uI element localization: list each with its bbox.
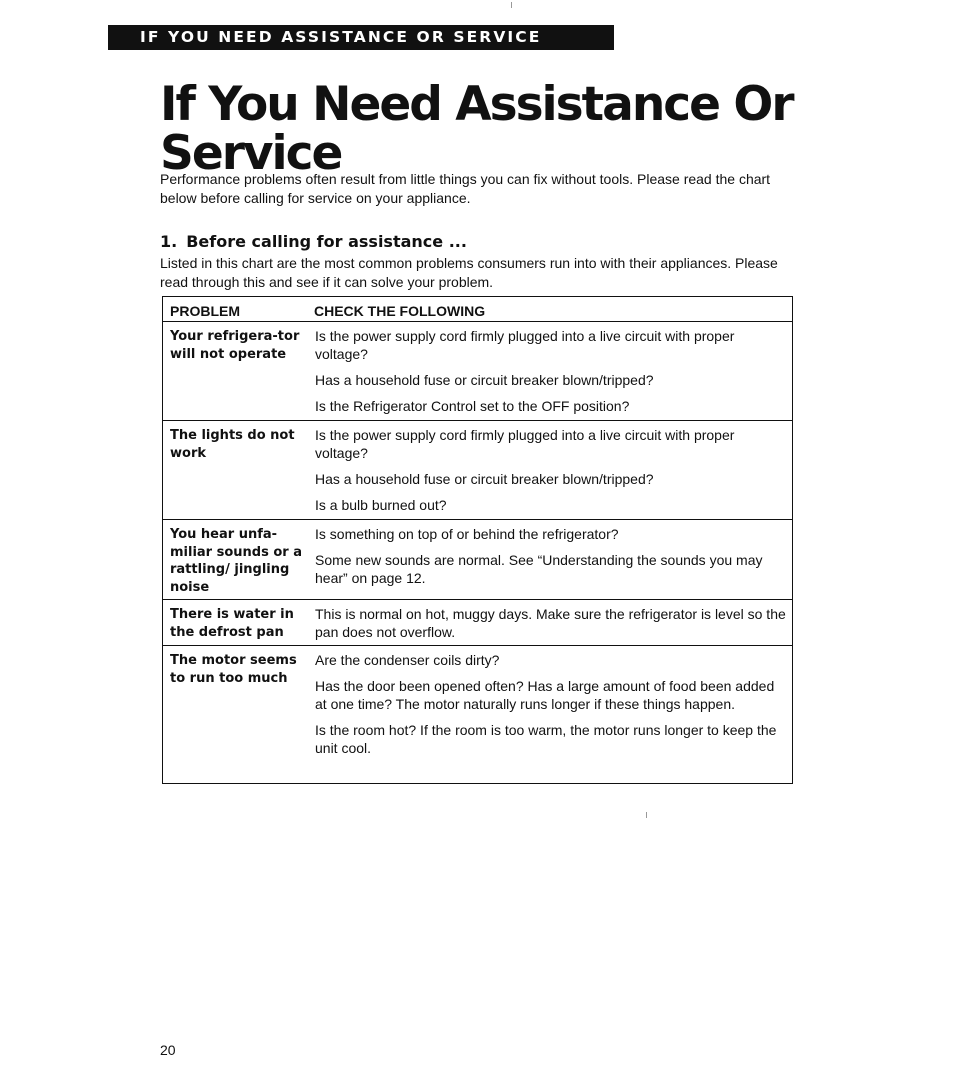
page-title: If You Need Assistance Or Service	[160, 77, 793, 181]
check-item: Is the power supply cord firmly plugged into a live circuit with proper voltage?	[315, 427, 735, 461]
troubleshooting-chart	[162, 296, 793, 784]
check-item: Has a household fuse or circuit breaker blown/tripped?	[315, 471, 654, 487]
scan-speck	[511, 2, 512, 8]
section-heading	[160, 232, 467, 252]
section-banner: IF YOU NEED ASSISTANCE OR SERVICE	[108, 25, 614, 50]
check-item: Has a household fuse or circuit breaker blown/tripped?	[315, 372, 654, 388]
check-cell	[314, 520, 792, 599]
chart-header-row	[163, 297, 792, 321]
problem-cell: Your refrigera-tor will not operate	[170, 329, 300, 362]
problem-cell: The motor seems to run too much	[170, 653, 297, 686]
chart-row-not-operate	[163, 321, 792, 420]
check-item: This is normal on hot, muggy days. Make sure the refrigerator is level so the pan does not overflow.	[315, 606, 786, 640]
section-lead-paragraph: Listed in this chart are the most common problems consumers run into with their appliances. Please read through this and see if it can solve your problem.	[160, 255, 778, 290]
check-item: Is a bulb burned out?	[315, 497, 447, 513]
check-item: Are the condenser coils dirty?	[315, 652, 500, 668]
check-item: Some new sounds are normal. See “Understanding the sounds you may hear” on page 12.	[315, 552, 763, 586]
chart-row-motor	[163, 645, 792, 783]
page-number: 20	[160, 1042, 176, 1058]
problem-cell: There is water in the defrost pan	[170, 607, 294, 640]
intro-paragraph: Performance problems often result from little things you can fix without tools. Please read the chart below before calling for service on your appliance.	[160, 171, 771, 206]
check-cell	[314, 646, 792, 783]
check-cell	[314, 600, 792, 645]
check-cell	[314, 421, 792, 519]
check-item: Has the door been opened often? Has a large amount of food been added at one time? The motor naturally runs longer if these things happen.	[315, 678, 775, 712]
check-cell	[314, 322, 792, 420]
check-item: Is the power supply cord firmly plugged into a live circuit with proper voltage?	[315, 328, 735, 362]
section-number: 1.	[160, 232, 178, 251]
problem-cell: The lights do not work	[170, 428, 295, 461]
check-item: Is the room hot? If the room is too warm, the motor runs longer to keep the unit cool.	[315, 722, 777, 756]
check-item: Is the Refrigerator Control set to the OFF position?	[315, 398, 630, 414]
chart-row-lights	[163, 420, 792, 519]
scan-speck	[646, 812, 647, 818]
section-heading-text: Before calling for assistance ...	[186, 232, 467, 251]
check-item: Is something on top of or behind the refrigerator?	[315, 526, 619, 542]
chart-row-water	[163, 599, 792, 645]
column-header-check: CHECK THE FOLLOWING	[314, 303, 486, 319]
chart-row-sounds	[163, 519, 792, 599]
column-header-problem: PROBLEM	[170, 303, 240, 319]
problem-cell: You hear unfa-miliar sounds or a rattling/ jingling noise	[170, 527, 303, 595]
